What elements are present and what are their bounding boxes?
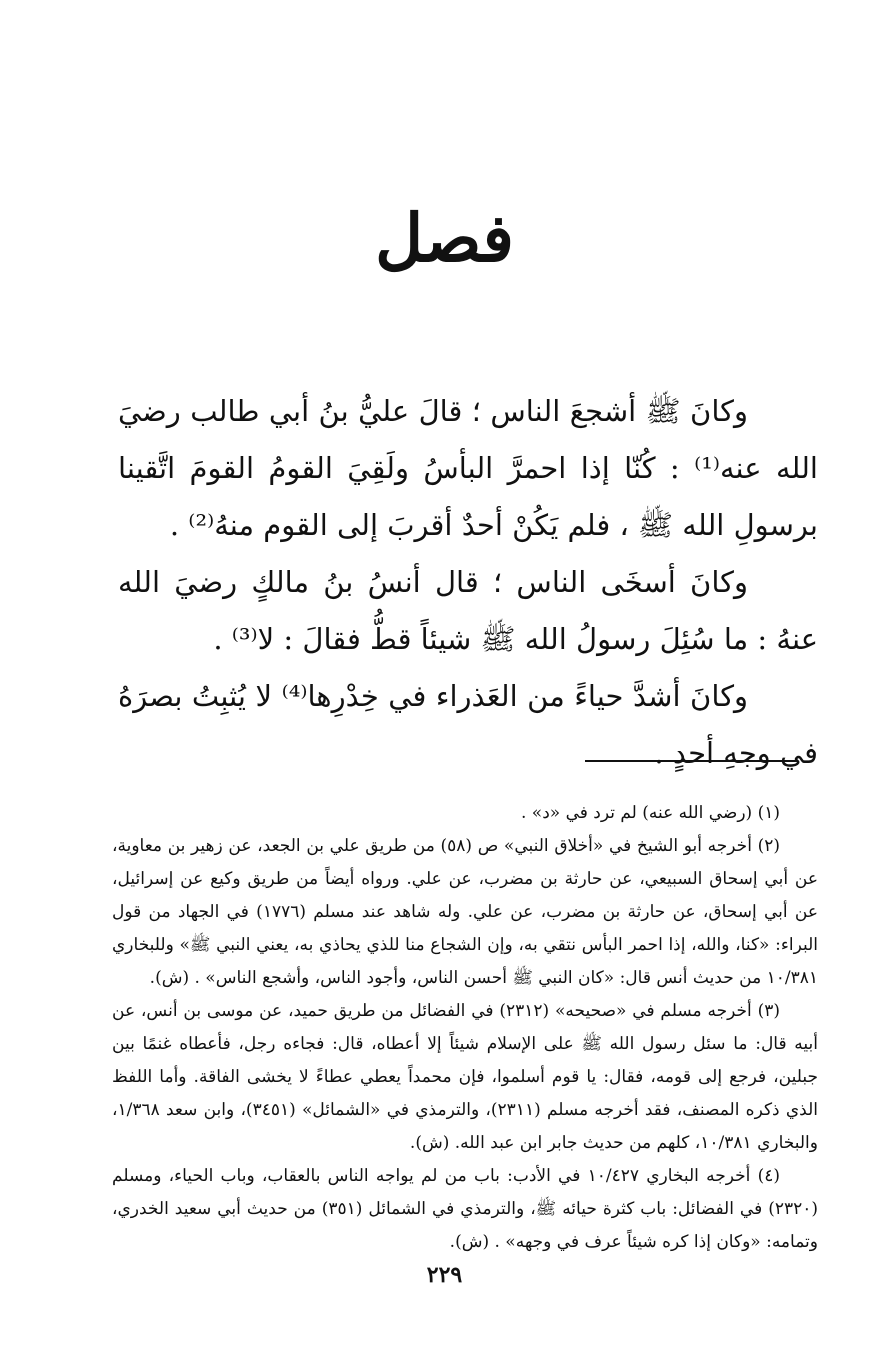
footnote-3: (٣) أخرجه مسلم في «صحيحه» (٢٣١٢) في الفضائل من طريق حميد، عن موسى بن أنس، عن أبيه قال: ما سئل رسول الله ﷺ على الإسلام شيئاً إلا أعطاه، قال: فجاءه رجل، فأعطاه غنمًا بين جبلين، فرجع إلى قومه، فقال: يا قوم أسلموا، فإن محمداً يعطي عطاءً لا يخشى الفاقة. وأما اللفظ الذي ذكره المصنف، فقد أخرجه مسلم (٢٣١١)، والترمذي في «الشمائل» (٣٤٥١)، وابن سعد ١/٣٦٨، والبخاري ١٠/٣٨١، كلهم من حديث جابر ابن عبد الله. (ش). [112,1001,818,1153]
paragraph-generosity: وكانَ أسخَى الناس ؛ قال أنسُ بنُ مالكٍ رضيَ الله عنهُ : ما سُئِلَ رسولُ الله ﷺ شيئاً قطُّ فقالَ : لا⁽³⁾ . [118,565,818,656]
footnotes [112,797,818,1259]
main-text [118,383,818,782]
section-title: فصل [375,199,514,277]
footnote-4: (٤) أخرجه البخاري ١٠/٤٢٧ في الأدب: باب من لم يواجه الناس بالعقاب، وباب الحياء، ومسلم (٢٣٢٠) في الفضائل: باب كثرة حيائه ﷺ، والترمذي في الشمائل (٣٥١) من حديث أبي سعيد الخدري، وتمامه: «وكان إذا كره شيئاً عرف في وجهه» . (ش). [112,1166,818,1252]
paragraph-modesty: وكانَ أشدَّ حياءً من العَذراء في خِدْرِها⁽⁴⁾ لا يُثبِتُ بصرَهُ في وجهِ أحدٍ . [118,679,818,770]
footnote-divider [585,760,797,762]
footnote-2: (٢) أخرجه أبو الشيخ في «أخلاق النبي» ص (٥٨) من طريق علي بن الجعد، عن زهير بن معاوية، عن أبي إسحاق السبيعي، عن حارثة بن مضرب، عن علي. ورواه أيضاً من طريق وكيع عن إسرائيل، عن أبي إسحاق، عن حارثة بن مضرب، عن علي. وله شاهد عند مسلم (١٧٧٦) في الجهاد من قول البراء: «كنا، والله، إذا احمر البأس نتقي به، وإن الشجاع منا للذي يحاذي به، يعني النبي ﷺ» وللبخاري ١٠/٣٨١ من حديث أنس قال: «كان النبي ﷺ أحسن الناس، وأجود الناس، وأشجع الناس» . (ش). [112,836,818,988]
paragraph-courage: وكانَ ﷺ أشجعَ الناس ؛ قالَ عليُّ بنُ أبي طالب رضيَ الله عنه⁽¹⁾ : كُنّا إذا احمرَّ البأسُ ولَقِيَ القومُ القومَ اتَّقينا برسولِ الله ﷺ ، فلم يَكُنْ أحدٌ أقربَ إلى القوم منهُ⁽²⁾ . [118,394,818,542]
page-number: ٢٢٩ [426,1262,463,1288]
footnote-1: (١) (رضي الله عنه) لم ترد في «د» . [520,803,780,823]
